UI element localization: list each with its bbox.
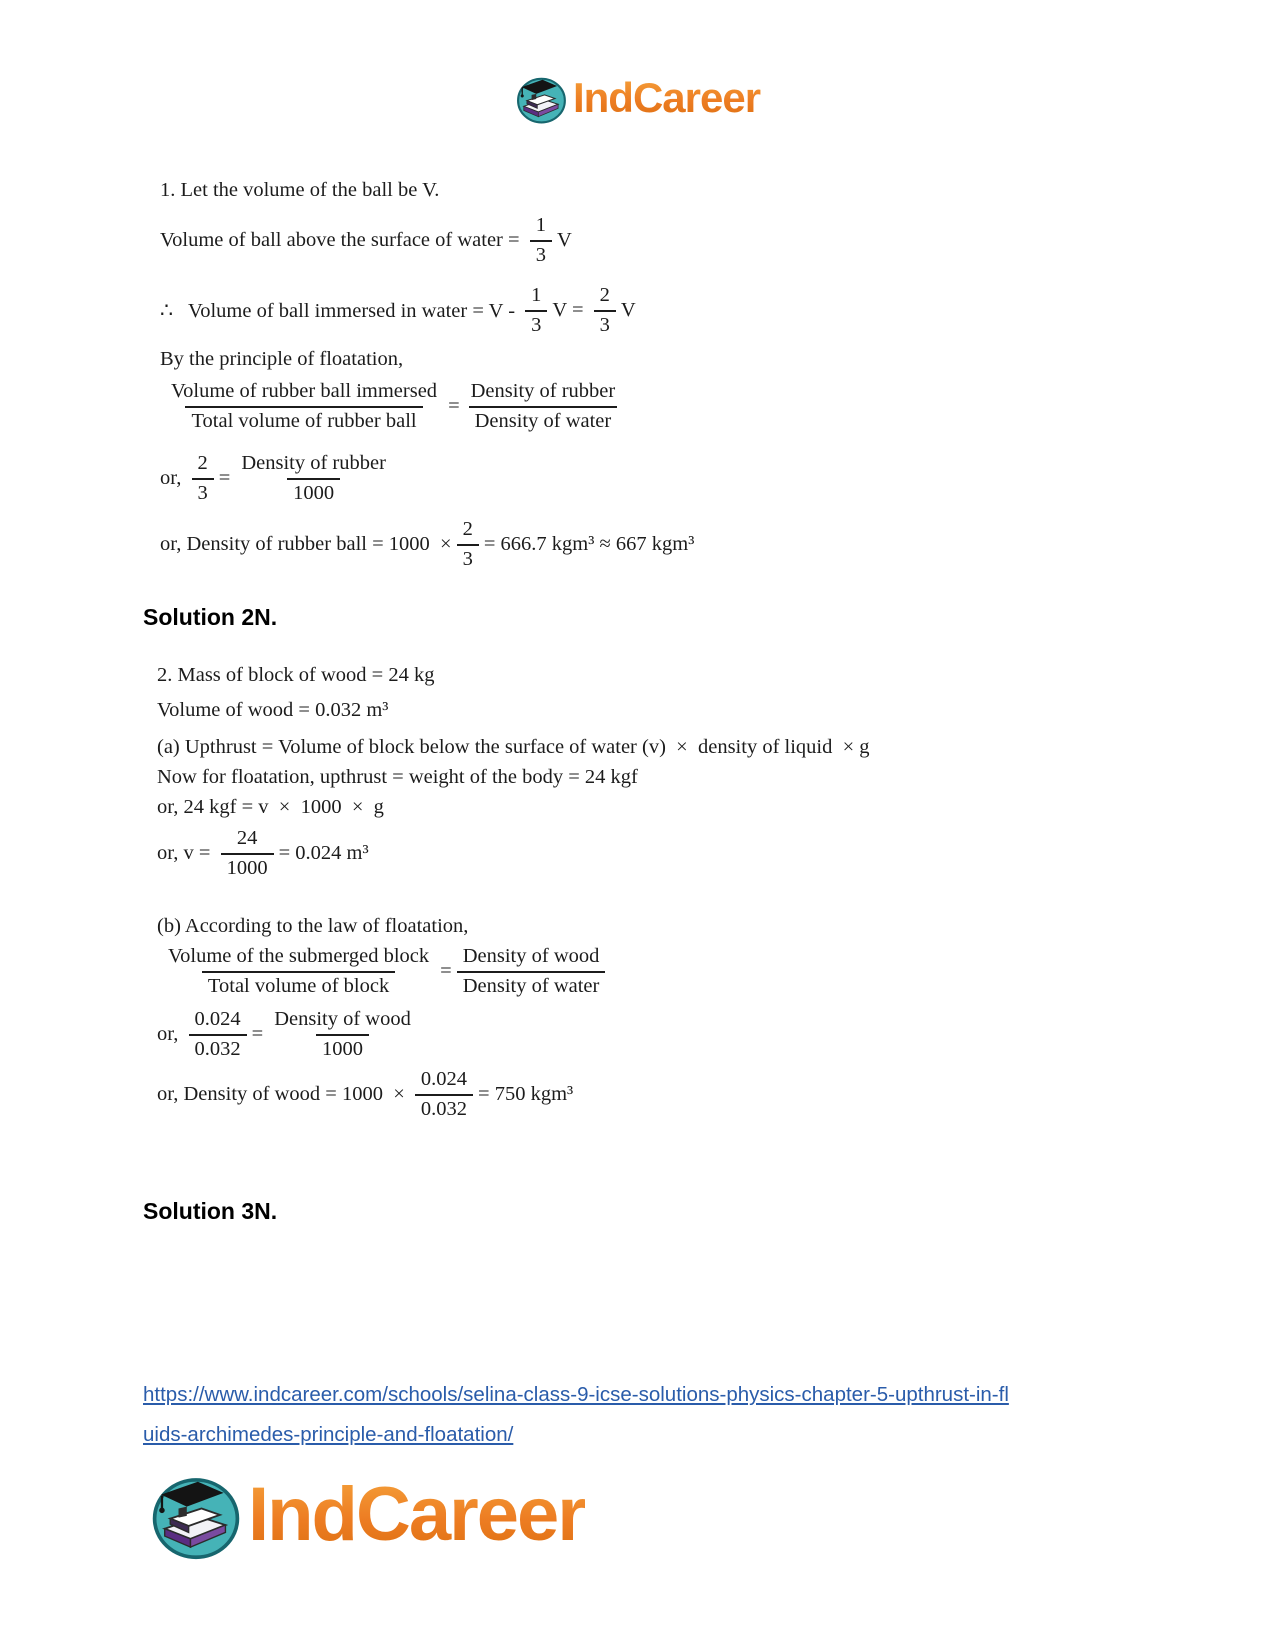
fraction [415, 1068, 473, 1121]
equals-sign: = [218, 467, 231, 490]
fraction-denominator: 1000 [316, 1034, 369, 1062]
fraction-numerator: 2 [462, 518, 473, 540]
sol2-ratio-equation [157, 945, 610, 998]
fraction [525, 284, 547, 337]
fraction-denominator: 3 [525, 310, 547, 338]
fraction [594, 284, 616, 337]
brand-name-header: IndCareer [572, 74, 761, 121]
fraction-numerator: Volume of the submerged block [168, 945, 430, 967]
sol2-line1: 2. Mass of block of wood = 24 kg [157, 664, 435, 686]
eq-text: = 750 kgm³ [478, 1083, 574, 1106]
fraction-numerator: Density of wood [462, 945, 600, 967]
fraction [457, 945, 606, 998]
source-url-line2[interactable]: uids-archimedes-principle-and-floatation/ [143, 1423, 514, 1446]
indcareer-footer-logo [150, 1468, 585, 1560]
source-url-line1[interactable]: https://www.indcareer.com/schools/selina-class-9-icse-solutions-physics-chapter-5-upthrust-in-fl [143, 1383, 1009, 1406]
sol2-line2: Volume of wood = 0.032 m³ [157, 699, 389, 721]
fraction [235, 452, 392, 505]
fraction-denominator: 3 [530, 240, 552, 268]
sol2-line-b: (b) According to the law of floatation, [157, 915, 469, 937]
fraction-numerator: 2 [197, 452, 208, 474]
sol1-principle-line: By the principle of floatation, [160, 348, 404, 370]
fraction-denominator: 3 [594, 310, 616, 338]
fraction [457, 518, 479, 571]
fraction-denominator: 0.032 [189, 1034, 247, 1062]
eq-text: V = [552, 299, 589, 322]
fraction-denominator: Density of water [457, 971, 606, 999]
fraction-numerator: 2 [599, 284, 610, 306]
eq-text: Volume of ball above the surface of water = [160, 229, 525, 252]
equals-sign: = [440, 960, 452, 983]
indcareer-logo-icon [515, 72, 567, 124]
fraction-numerator: 1 [531, 284, 542, 306]
fraction-numerator: Density of wood [274, 1008, 411, 1030]
sol1-or-equation-2 [160, 518, 694, 571]
sol1-ratio-equation [160, 380, 626, 433]
fraction-denominator: Density of water [469, 406, 618, 434]
fraction-numerator: Density of rubber [470, 380, 616, 402]
brand-name-footer: IndCareer [248, 1471, 585, 1557]
fraction-denominator: 3 [457, 544, 479, 572]
eq-text: V [556, 229, 572, 252]
eq-text: ∴ Volume of ball immersed in water = V - [160, 300, 521, 323]
fraction [189, 1008, 247, 1061]
fraction-denominator: 1000 [221, 853, 274, 881]
fraction-numerator: 0.024 [194, 1008, 241, 1030]
eq-text: V [620, 299, 636, 322]
fraction-denominator: 0.032 [415, 1094, 473, 1122]
eq-text: or, Density of rubber ball = 1000 × [160, 533, 452, 556]
fraction-denominator: Total volume of rubber ball [185, 406, 422, 434]
sol1-eq-immersed [160, 284, 636, 337]
fraction [530, 214, 552, 267]
sol2-or-equation-3 [157, 1008, 422, 1061]
eq-text: or, [160, 467, 187, 490]
sol1-or-equation-1 [160, 452, 397, 505]
fraction-numerator: 24 [236, 827, 258, 849]
eq-text: or, Density of wood = 1000 × [157, 1083, 410, 1106]
fraction [162, 945, 435, 998]
fraction [221, 827, 274, 880]
fraction-denominator: Total volume of block [202, 971, 395, 999]
equals-sign: = [448, 395, 460, 418]
fraction-denominator: 3 [192, 478, 214, 506]
sol1-eq-above-water [160, 214, 572, 267]
sol2-or-v-equation [157, 827, 369, 880]
solution-3n-heading: Solution 3N. [143, 1198, 278, 1224]
fraction-numerator: 0.024 [420, 1068, 468, 1090]
fraction-numerator: Volume of rubber ball immersed [171, 380, 438, 402]
indcareer-header-logo [515, 72, 760, 124]
eq-text: or, [157, 1023, 184, 1046]
sol2-or-equation-4 [157, 1068, 573, 1121]
fraction [192, 452, 214, 505]
fraction [165, 380, 443, 433]
solution-2n-heading: Solution 2N. [143, 604, 278, 630]
eq-text: = 666.7 kgm³ ≈ 667 kgm³ [483, 533, 695, 556]
sol2-line3: (a) Upthrust = Volume of block below the surface of water (v) × density of liquid × g [157, 736, 870, 758]
source-url [143, 1375, 1009, 1455]
fraction-denominator: 1000 [287, 478, 340, 506]
eq-text: = 0.024 m³ [278, 842, 369, 865]
indcareer-logo-icon [150, 1468, 242, 1560]
fraction-numerator: 1 [535, 214, 546, 236]
fraction [268, 1008, 417, 1061]
fraction-numerator: Density of rubber [241, 452, 386, 474]
sol1-line1: 1. Let the volume of the ball be V. [160, 179, 440, 201]
fraction [465, 380, 622, 433]
sol2-line5: or, 24 kgf = v × 1000 × g [157, 796, 384, 818]
eq-text: or, v = [157, 842, 216, 865]
sol2-line4: Now for floatation, upthrust = weight of the body = 24 kgf [157, 766, 638, 788]
equals-sign: = [251, 1023, 264, 1046]
